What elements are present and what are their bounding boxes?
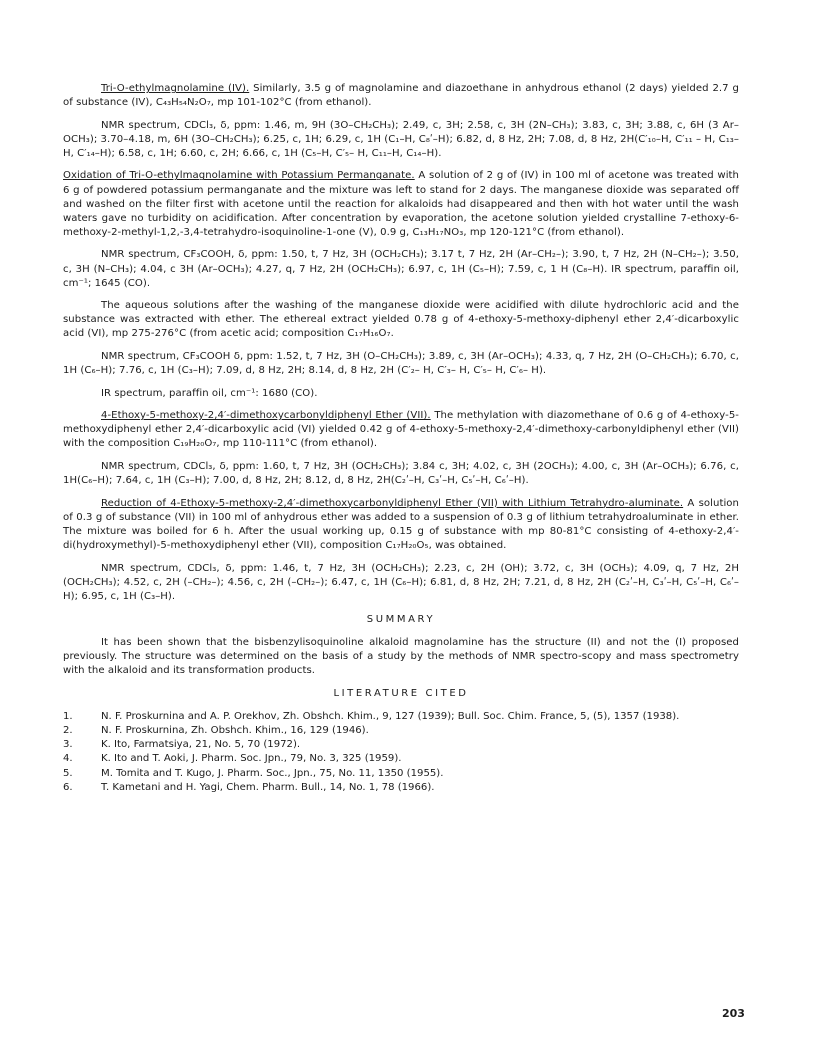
literature-cited-title: LITERATURE CITED <box>333 688 469 700</box>
reference-item <box>63 767 739 781</box>
reference-text: M. Tomita and T. Kugo, J. Pharm. Soc., Jpn., 75, No. 11, 1350 (1955). <box>101 767 444 779</box>
reference-item <box>63 738 739 752</box>
section-body: A solution of 2 g of (IV) in 100 ml of acetone was treated with 6 g of powdered potassium permanganate and the mixture was left to stand for 2 days. The manganese dioxide was separated off and washed on the filter first with acetone until the reaction for alkaloids had disappeared and then with hot water until the wash waters gave no turbidity on acidification. After concentration by evaporation, the acetone solution yielded crystalline 7-ethoxy-6-methoxy-2-methyl-1,2,-3,4-tetrahydro-isoquinoline-1-one (V), 0.9 g, C₁₃H₁₇NO₃, mp 120-121°C (from ethanol). <box>63 170 739 238</box>
reference-number: 4. <box>63 753 73 765</box>
nmr-paragraph: NMR spectrum, CDCl₃, δ, ppm: 1.46, t, 7 Hz, 3H (OCH₂CH₃); 2.23, c, 2H (OH); 3.72, c, 3H (OCH₃); 4.09, q, 7 Hz, 2H (OCH₂CH₃); 4.52, c, 2H (–CH₂–); 4.56, c, 2H (–CH₂–); 6.47, c, 1H (C₆–H); 6.81, d, 8 Hz, 2H; 7.21, d, 8 Hz, 2H (C₂ʹ–H, C₃ʹ–H, C₅ʹ–H, C₆ʹ–H); 6.95, c, 1H (C₃–H). <box>63 562 739 602</box>
reference-text: N. F. Proskurnina and A. P. Orekhov, Zh. Obshch. Khim., 9, 127 (1939); Bull. Soc. Chim. France, 5, (5), 1357 (1938). <box>101 711 680 723</box>
reference-number: 1. <box>63 711 73 723</box>
reference-list <box>63 710 739 795</box>
section-body: The methylation with diazomethane of 0.6 g of 4-ethoxy-5-methoxydiphenyl ether 2,4′-dicarboxylic acid (VI) yielded 0.42 g of 4-ethoxy-5-methoxy-2,4′-dimethoxy-carbonyldiphenyl ether (VII) with the composition C₁₉H₂₀O₇, mp 110-111°C (from ethanol). <box>63 410 739 450</box>
ir-paragraph: IR spectrum, paraffin oil, cm⁻¹: 1680 (CO). <box>101 387 318 399</box>
reference-item <box>63 724 739 738</box>
reference-number: 6. <box>63 781 73 793</box>
reference-number: 5. <box>63 767 73 779</box>
summary-paragraph: It has been shown that the bisbenzylisoquinoline alkaloid magnolamine has the structure (II) and not the (I) proposed previously. The structure was determined on the basis of a study by the methods of NMR spectro-scopy and mass spectrometry with the alkaloid and its transformation products. <box>63 636 739 677</box>
section-heading: 4-Ethoxy-5-methoxy-2,4′-dimethoxycarbonyldiphenyl Ether (VII). <box>101 410 431 422</box>
reference-text: N. F. Proskurnina, Zh. Obshch. Khim., 16, 129 (1946). <box>101 725 369 737</box>
section-body: Similarly, 3.5 g of magnolamine and diazoethane in anhydrous ethanol (2 days) yielded 2.7 g of substance (IV), C₄₃H₅₄N₂O₇, mp 101-102°C (from ethanol). <box>63 83 739 109</box>
nmr-paragraph: NMR spectrum, CDCl₃, δ, ppm: 1.46, m, 9H (3O–CH₂CH₃); 2.49, c, 3H; 2.58, c, 3H (2N–CH₃); 3.83, c, 3H; 3.88, c, 6H (3 Ar–OCH₃); 3.70–4.18, m, 6H (3O–CH₂CH₃); 6.25, c, 1H; 6.29, c, 1H (C₁–H, C₈ʹ–H); 6.82, d, 8 Hz, 2H; 7.08, d, 8 Hz, 2H(C′₁₀–H, C′₁₁ – H, C₁₃– H, C′₁₄–H); 6.58, c, 1H; 6.60, c, 2H; 6.66, c, 1H (C₅–H, C′₅– H, C₁₁–H, C₁₄–H). <box>63 119 739 159</box>
reference-item <box>63 752 739 766</box>
summary-title: SUMMARY <box>366 613 436 625</box>
reference-text: K. Ito and T. Aoki, J. Pharm. Soc. Jpn., 79, No. 3, 325 (1959). <box>101 753 402 765</box>
section-body: A solution of 0.3 g of substance (VII) in 100 ml of anhydrous ether was added to a suspension of 0.3 g of lithium tetrahydroaluminate in ether. The mixture was boiled for 6 h. After the usual working up, 0.15 g of substance with mp 80-81°C consisting of 4-ethoxy-2,4′-di(hydroxymethyl)-5-methoxydiphenyl ether (VII), composition C₁₇H₂₀O₅, was obtained. <box>63 497 739 552</box>
section-oxidation <box>63 169 739 239</box>
section-heading: Reduction of 4-Ethoxy-5-methoxy-2,4′-dimethoxycarbonyldiphenyl Ether (VII) with Lithium Tetrahydro-aluminate. <box>101 497 684 509</box>
section-heading: Oxidation of Tri-O-ethylmagnolamine with Potassium Permanganate. <box>63 170 415 182</box>
reference-number: 3. <box>63 739 73 751</box>
nmr-paragraph: NMR spectrum, CF₃COOH δ, ppm: 1.52, t, 7 Hz, 3H (O–CH₂CH₃); 3.89, c, 3H (Ar–OCH₃); 4.33, q, 7 Hz, 2H (O–CH₂CH₃); 6.70, c, 1H (C₆–H); 7.76, c, 1H (C₃–H); 7.09, d, 8 Hz, 2H; 8.14, d, 8 Hz, 2H (C′₂– H, C′₃– H, C′₅– H, C′₆– H). <box>63 351 739 377</box>
reference-text: K. Ito, Farmatsiya, 21, No. 5, 70 (1972). <box>101 739 301 751</box>
nmr-paragraph: NMR spectrum, CF₃COOH, δ, ppm: 1.50, t, 7 Hz, 3H (OCH₂CH₃); 3.17 t, 7 Hz, 2H (Ar–CH₂–); 3.90, t, 7 Hz, 2H (N–CH₂–); 3.50, c, 3H (N–CH₃); 4.04, c 3H (Ar–OCH₃); 4.27, q, 7 Hz, 2H (OCH₂CH₃); 6.97, c, 1H (C₅–H); 7.59, c, 1 H (C₈–H). IR spectrum, paraffin oil, cm⁻¹; 1645 (CO). <box>63 249 739 289</box>
reference-item <box>63 781 739 795</box>
paper-page <box>63 82 739 795</box>
reference-item <box>63 710 739 724</box>
section-reduction <box>63 497 739 553</box>
reference-text: T. Kametani and H. Yagi, Chem. Pharm. Bull., 14, No. 1, 78 (1966). <box>101 781 435 793</box>
body-paragraph: The aqueous solutions after the washing of the manganese dioxide were acidified with dilute hydrochloric acid and the substance was extracted with ether. The ethereal extract yielded 0.78 g of 4-ethoxy-5-methoxy-diphenyl ether 2,4′-dicarboxylic acid (VI), mp 275-276°C (from acetic acid; composition C₁₇H₁₆O₇. <box>63 300 739 340</box>
page-number: 203 <box>722 1007 745 1020</box>
section-dimethoxycarbonyldiphenyl-ether <box>63 409 739 451</box>
nmr-paragraph: NMR spectrum, CDCl₃, δ, ppm: 1.60, t, 7 Hz, 3H (OCH₂CH₃); 3.84 c, 3H; 4.02, c, 3H (2OCH₃); 4.00, c, 3H (Ar–OCH₃); 6.76, c, 1H(C₆–H); 7.64, c, 1H (C₃–H); 7.00, d, 8 Hz, 2H; 8.12, d, 8 Hz, 2H(C₂ʹ–H, C₃ʹ–H, C₅ʹ–H, C₆ʹ–H). <box>63 461 739 487</box>
section-tri-o-ethylmagnolamine <box>63 82 739 110</box>
reference-number: 2. <box>63 725 73 737</box>
section-heading: Tri-O-ethylmagnolamine (IV). <box>101 83 250 94</box>
